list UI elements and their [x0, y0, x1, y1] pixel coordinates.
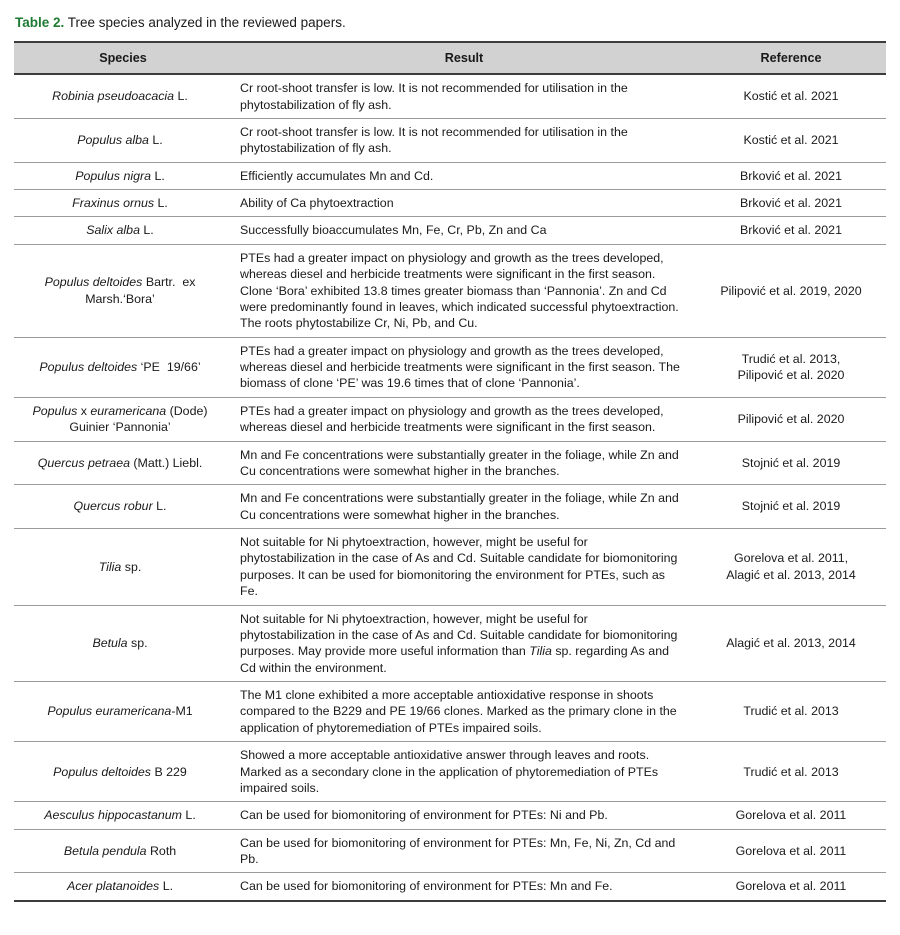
reference-cell: Stojnić et al. 2019 — [696, 485, 886, 529]
table-row — [14, 742, 886, 802]
species-cell: Betula pendula Roth — [14, 829, 232, 873]
column-header-species: Species — [14, 42, 232, 75]
table-row — [14, 829, 886, 873]
table-header-row — [14, 42, 886, 75]
species-cell: Salix alba L. — [14, 217, 232, 244]
result-cell: PTEs had a greater impact on physiology and growth as the trees developed, whereas diesel and herbicide treatments were significant in the first season. — [232, 397, 696, 441]
species-cell: Acer platanoides L. — [66, 879, 174, 894]
result-cell: Cr root-shoot transfer is low. It is not recommended for utilisation in the phytostabilization of fly ash. — [232, 74, 696, 118]
table-row — [14, 873, 886, 901]
result-cell: Not suitable for Ni phytoextraction, however, might be useful for phytostabilization in the case of As and Cd. Suitable candidate for biomonitoring purposes. May provide more useful information than Tilia sp. regarding As and Cd within the environment. — [232, 605, 696, 682]
result-cell: Can be used for biomonitoring of environment for PTEs: Ni and Pb. — [232, 802, 696, 829]
reference-cell: Gorelova et al. 2011 — [696, 802, 886, 829]
result-cell: Efficiently accumulates Mn and Cd. — [232, 162, 696, 189]
result-cell: Cr root-shoot transfer is low. It is not recommended for utilisation in the phytostabilization of fly ash. — [232, 118, 696, 162]
column-header-result: Result — [232, 42, 696, 75]
species-cell: Populus x euramericana (Dode) Guinier ‘Pannonia’ — [14, 397, 232, 441]
result-cell: Can be used for biomonitoring of environment for PTEs: Mn and Fe. — [240, 879, 613, 894]
species-cell: Populus euramericana-M1 — [14, 682, 232, 742]
table-row — [14, 441, 886, 485]
species-cell: Fraxinus ornus L. — [14, 190, 232, 217]
species-cell: Tilia sp. — [14, 529, 232, 606]
table-caption-text: Tree species analyzed in the reviewed papers. — [64, 15, 346, 30]
result-cell: PTEs had a greater impact on physiology and growth as the trees developed, whereas diesel and herbicide treatments were significant in the first season. Clone ‘Bora’ exhibited 13.8 times greater biomass than ‘Pannonia’. Zn and Cd were predominantly found in leaves, which indicated successful phytoextraction. The roots phytostabilize Cr, Ni, Pb, and Cu. — [232, 244, 696, 337]
species-cell: Populus deltoides ‘PE 19/66’ — [14, 337, 232, 397]
reference-cell: Trudić et al. 2013 — [696, 682, 886, 742]
result-cell: The M1 clone exhibited a more acceptable antioxidative response in shoots compared to the B229 and PE 19/66 clones. Marked as the primary clone in the application of phytoremediation of PTEs impaired soils. — [232, 682, 696, 742]
table-row — [14, 397, 886, 441]
table-row — [14, 682, 886, 742]
reference-cell: Brković et al. 2021 — [696, 217, 886, 244]
result-cell: PTEs had a greater impact on physiology and growth as the trees developed, whereas diesel and herbicide treatments were significant in the first season. The biomass of clone ‘PE’ was 19.6 times that of clone ‘Pannonia’. — [232, 337, 696, 397]
reference-cell: Gorelova et al. 2011 — [735, 879, 847, 894]
species-cell: Populus nigra L. — [14, 162, 232, 189]
reference-cell: Brković et al. 2021 — [696, 190, 886, 217]
species-cell: Populus alba L. — [14, 118, 232, 162]
species-cell: Populus deltoides Bartr. ex Marsh.‘Bora’ — [14, 244, 232, 337]
table-row — [14, 162, 886, 189]
species-cell: Populus deltoides B 229 — [14, 742, 232, 802]
table-row — [14, 485, 886, 529]
table-row — [14, 190, 886, 217]
species-table — [14, 41, 886, 902]
result-cell: Mn and Fe concentrations were substantially greater in the foliage, while Zn and Cu concentrations were somewhat higher in the branches. — [232, 485, 696, 529]
table-row — [14, 802, 886, 829]
reference-cell: Pilipović et al. 2019, 2020 — [696, 244, 886, 337]
table-row — [14, 244, 886, 337]
species-cell: Quercus petraea (Matt.) Liebl. — [14, 441, 232, 485]
table-row — [14, 118, 886, 162]
table-caption — [15, 14, 886, 32]
reference-cell: Kostić et al. 2021 — [696, 74, 886, 118]
reference-cell: Trudić et al. 2013 — [696, 742, 886, 802]
reference-cell: Trudić et al. 2013, Pilipović et al. 2020 — [696, 337, 886, 397]
table-row — [14, 217, 886, 244]
result-cell: Mn and Fe concentrations were substantially greater in the foliage, while Zn and Cu concentrations were somewhat higher in the branches. — [232, 441, 696, 485]
species-cell: Aesculus hippocastanum L. — [14, 802, 232, 829]
species-cell: Betula sp. — [14, 605, 232, 682]
table-row — [14, 74, 886, 118]
table-row — [14, 529, 886, 606]
reference-cell: Kostić et al. 2021 — [696, 118, 886, 162]
reference-cell: Gorelova et al. 2011, Alagić et al. 2013, 2014 — [696, 529, 886, 606]
reference-cell: Stojnić et al. 2019 — [696, 441, 886, 485]
result-cell: Showed a more acceptable antioxidative answer through leaves and roots. Marked as a secondary clone in the application of phytoremediation of PTEs impaired soils. — [232, 742, 696, 802]
species-cell: Quercus robur L. — [14, 485, 232, 529]
result-cell: Ability of Ca phytoextraction — [232, 190, 696, 217]
table-row — [14, 605, 886, 682]
result-cell: Successfully bioaccumulates Mn, Fe, Cr, Pb, Zn and Ca — [232, 217, 696, 244]
reference-cell: Brković et al. 2021 — [696, 162, 886, 189]
table-caption-label: Table 2. — [15, 15, 65, 30]
reference-cell: Pilipović et al. 2020 — [696, 397, 886, 441]
reference-cell: Alagić et al. 2013, 2014 — [696, 605, 886, 682]
result-cell: Not suitable for Ni phytoextraction, however, might be useful for phytostabilization in the case of As and Cd. Suitable candidate for biomonitoring purposes. It can be used for biomonitoring the environment for PTEs, such as Fe. — [232, 529, 696, 606]
table-row — [14, 337, 886, 397]
result-cell: Can be used for biomonitoring of environment for PTEs: Mn, Fe, Ni, Zn, Cd and Pb. — [232, 829, 696, 873]
species-cell: Robinia pseudoacacia L. — [14, 74, 232, 118]
column-header-reference: Reference — [696, 42, 886, 75]
reference-cell: Gorelova et al. 2011 — [696, 829, 886, 873]
